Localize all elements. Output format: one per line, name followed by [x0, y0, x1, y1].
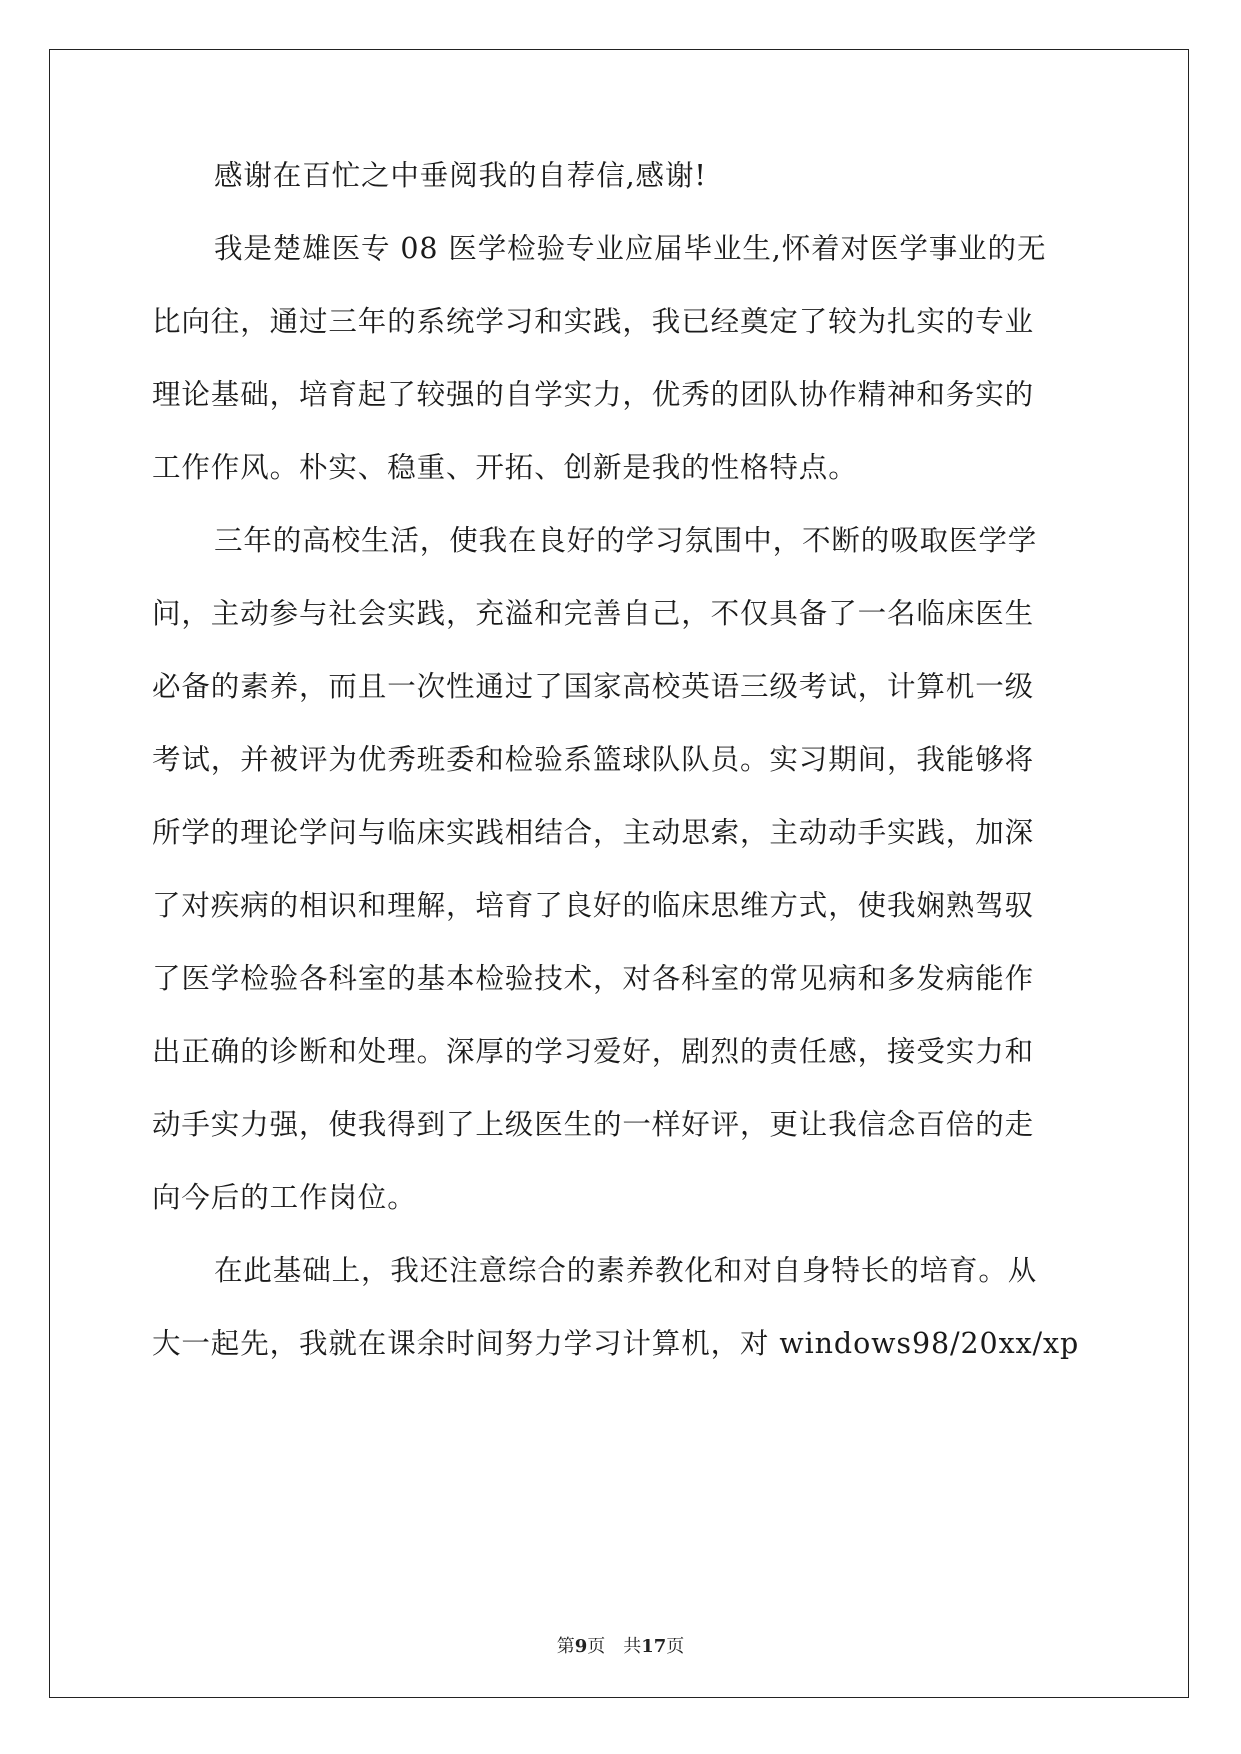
- total-page-number: 17: [641, 1636, 667, 1657]
- text-line: 大一起先，我就在课余时间努力学习计算机，对 windows98/20xx/xp: [152, 1327, 1080, 1360]
- text-line: 必备的素养，而且一次性通过了国家高校英语三级考试，计算机一级: [152, 670, 1035, 703]
- text-line: 动手实力强，使我得到了上级医生的一样好评，更让我信念百倍的走: [152, 1108, 1035, 1141]
- current-page-number: 9: [574, 1636, 588, 1657]
- text-line: 理论基础，培育起了较强的自学实力，优秀的团队协作精神和务实的: [152, 378, 1035, 411]
- page-footer: [0, 1632, 1241, 1658]
- page-border: [49, 49, 1189, 1698]
- text-line: 比向往，通过三年的系统学习和实践，我已经奠定了较为扎实的专业: [152, 305, 1035, 338]
- text-line: 我是楚雄医专 08 医学检验专业应届毕业生,怀着对医学事业的无: [214, 232, 1047, 265]
- text-line: 感谢在百忙之中垂阅我的自荐信,感谢!: [214, 159, 707, 192]
- footer-prefix: 第: [556, 1636, 575, 1657]
- text-line: 所学的理论学问与临床实践相结合，主动思索，主动动手实践，加深: [152, 816, 1035, 849]
- text-line: 考试，并被评为优秀班委和检验系篮球队队员。实习期间，我能够将: [152, 743, 1035, 776]
- text-line: 问，主动参与社会实践，充溢和完善自己，不仅具备了一名临床医生: [152, 597, 1035, 630]
- text-line: 了医学检验各科室的基本检验技术，对各科室的常见病和多发病能作: [152, 962, 1035, 995]
- text-line: 了对疾病的相识和理解，培育了良好的临床思维方式，使我娴熟驾驭: [152, 889, 1035, 922]
- text-line: 向今后的工作岗位。: [152, 1181, 417, 1214]
- text-line: 三年的高校生活，使我在良好的学习氛围中，不断的吸取医学学: [214, 524, 1038, 557]
- text-line: 工作作风。朴实、稳重、开拓、创新是我的性格特点。: [152, 451, 858, 484]
- footer-mid: 页 共: [587, 1636, 642, 1657]
- text-line: 出正确的诊断和处理。深厚的学习爱好，剧烈的责任感，接受实力和: [152, 1035, 1035, 1068]
- footer-suffix: 页: [666, 1636, 685, 1657]
- text-line: 在此基础上，我还注意综合的素养教化和对自身特长的培育。从: [214, 1254, 1038, 1287]
